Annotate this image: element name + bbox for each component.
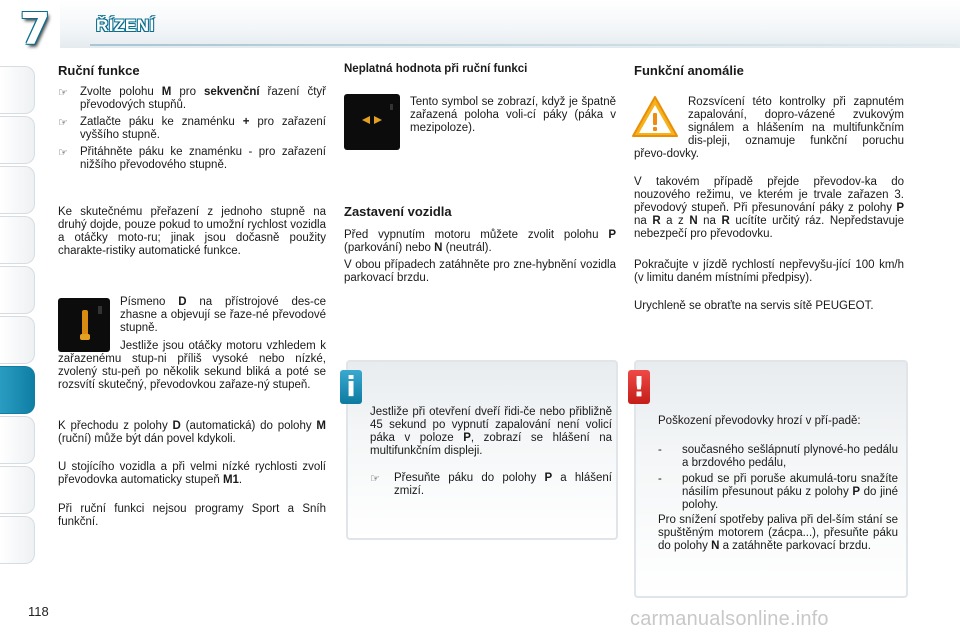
chapter-tab-2[interactable]	[0, 116, 35, 164]
chapter-tab-10[interactable]	[0, 516, 35, 564]
dash-arrows-icon	[344, 94, 400, 150]
bullet-item: ☞ Zvolte polohu M pro sekvenční řazení čtyř převodových stupňů.	[58, 86, 326, 111]
info-box-bullet: ☞ Přesuňte páku do polohy P a hlášení zmizí.	[370, 472, 612, 497]
info-box-text: Jestliže při otevření dveří řidi-če nebo přibližně 45 sekund po vypnutí zapalování není volicí páka v poloze P, zobrazí se hlášení na multifunkčním displeji.	[370, 406, 612, 457]
malfunction-text-4: Urychleně se obraťte na servis sítě PEUGEOT.	[634, 300, 874, 312]
standstill-text: U stojícího vozidla a při velmi nízké rychlosti zvolí převodovka automaticky stupeň M1.	[58, 461, 326, 486]
page-number: 118	[28, 604, 49, 619]
malfunction-text-2: V takovém případě přejde převodov-ka do nouzového režimu, ve kterém je trvale zařazen 3. převodový stupeň. Při přesunování páky z polohy P na R a z N na R ucítíte určitý ráz. Nepředstavuje nebezpečí pro převodovku.	[634, 176, 904, 240]
chapter-tab-5[interactable]	[0, 266, 35, 314]
invalid-gear-symbol	[344, 94, 400, 150]
header-bar	[60, 0, 960, 48]
manual-mode-title: Ruční funkce	[58, 63, 140, 78]
pointer-icon: ☞	[58, 146, 68, 159]
programs-note: Při ruční funkci nejsou programy Sport a Sníh funkční.	[58, 503, 326, 528]
malfunction-text-1: Rozsvícení této kontrolky při zapnutém zapalování, dopro-vázené zvukovým signálem a hlášením na multifunkčním dis-pleji, oznamuje funkční poruchu převo-dovky.	[634, 96, 904, 160]
chapter-tab-4[interactable]	[0, 216, 35, 264]
pointer-icon: ☞	[370, 472, 380, 485]
info-icon: i	[340, 370, 362, 404]
vehicle-stop-text-2: V obou případech zatáhněte pro zne-hybnění vozidla parkovací brzdu.	[344, 259, 616, 284]
chapter-tab-8[interactable]	[0, 416, 35, 464]
header-divider	[90, 44, 958, 46]
warning-item-2: - pokud se při poruše akumulá-toru snažíte násilím přesunout páku z polohy P do jiné polohy.	[658, 473, 898, 511]
bullet-item: ☞ Zatlačte páku ke znaménku + pro zařazení vyššího stupně.	[58, 116, 326, 141]
chapter-number: 7	[19, 4, 51, 55]
invalid-value-title: Neplatná hodnota při ruční funkci	[344, 63, 528, 75]
malfunction-title: Funkční anomálie	[634, 63, 744, 78]
bullet-list	[58, 86, 326, 172]
warning-icon: !	[628, 370, 650, 404]
rpm-explanation: Jestliže jsou otáčky motoru vzhledem k zařazenému stup-ni příliš vysoké nebo nízké, zvolený stu-peň po několik sekund bliká a poté se rozsvítí skutečný, převodovkou zařaze-ný stupeň.	[58, 340, 326, 391]
vehicle-stop-text-1: Před vypnutím motoru můžete zvolit polohu P (parkování) nebo N (neutrál).	[344, 229, 616, 254]
pointer-icon: ☞	[58, 116, 68, 129]
chapter-tab-6[interactable]	[0, 316, 35, 364]
warning-tail: Pro snížení spotřeby paliva při del-ším stání se spuštěným motorem (zácpa...), přesuňte páku do polohy N a zatáhněte parkovací brzdu.	[658, 514, 898, 552]
invalid-value-text: Tento symbol se zobrazí, když je špatně zařazená poloha voli-cí páky (páka v mezipoloze).	[410, 96, 616, 134]
pointer-icon: ☞	[58, 86, 68, 99]
chapter-tab-3[interactable]	[0, 166, 35, 214]
warning-intro: Poškození převodovky hrozí v pří-padě:	[658, 415, 861, 427]
chapter-tab-7-active[interactable]	[0, 366, 35, 414]
chapter-title: ŘÍZENÍ	[96, 16, 155, 35]
bullet-item: ☞ Přitáhněte páku ke znaménku - pro zařazení nižšího převodového stupně.	[58, 146, 326, 171]
vehicle-stop-title: Zastavení vozidla	[344, 204, 452, 219]
shift-explanation: Ke skutečnému přeřazení z jednoho stupně na druhý dojde, pouze pokud to umožní rychlost vozidla a otáčky moto-ru; jinak jsou dočasně použity charakte-ristiky automatické funkce.	[58, 206, 326, 257]
malfunction-text-3: Pokračujte v jízdě rychlostí nepřevyšu-jící 100 km/h (v limitu daném místními předpisy).	[634, 259, 904, 284]
chapter-tab-1[interactable]	[0, 66, 35, 114]
mode-change-text: K přechodu z polohy D (automatická) do polohy M (ruční) může být dán povel kdykoli.	[58, 420, 327, 445]
watermark: carmanualsonline.info	[630, 608, 829, 630]
symbol-description: Písmeno D na přístrojové des-ce zhasne a objevují se řaze-né převodové stupně.	[120, 296, 326, 334]
warning-item-1: - současného sešlápnutí plynové-ho pedálu a brzdového pedálu,	[658, 444, 898, 469]
chapter-tab-9[interactable]	[0, 466, 35, 514]
